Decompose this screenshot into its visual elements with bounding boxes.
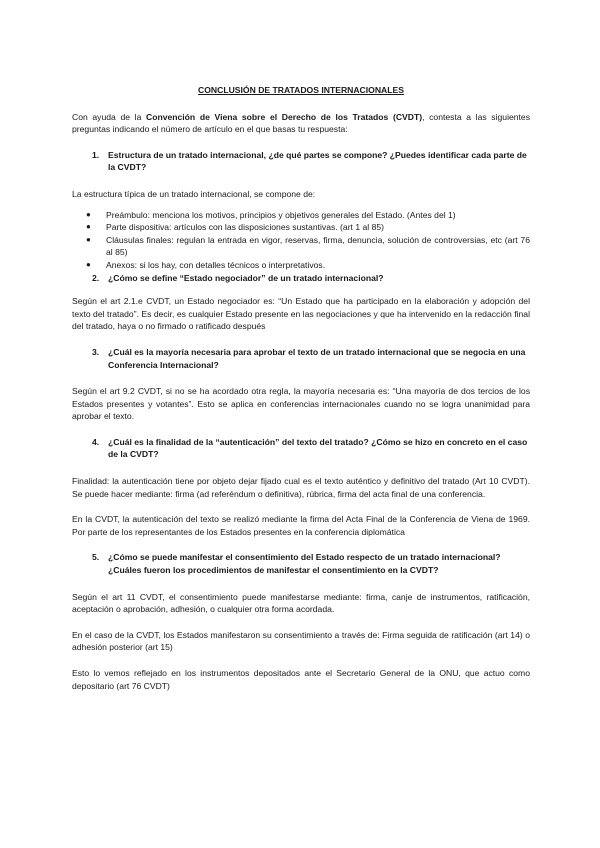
bullet-icon: ●: [86, 209, 91, 219]
question-4: [92, 436, 530, 461]
bullet-icon: ●: [86, 234, 91, 244]
answer-4-finalidad: Finalidad: la autenticación tiene por objeto dejar fijado cual es el texto auténtico y definitivo del tratado (Art 10 CVDT). Se puede hacer mediante: firma (ad referéndum o definitiva), rúbrica, firma del acta final de una conferencia.: [72, 476, 530, 499]
question-5: [92, 551, 530, 576]
question-2-text: ¿Cómo se define “Estado negociador” de un tratado internacional?: [108, 272, 384, 283]
question-5-number: 5.: [92, 552, 100, 563]
question-4-number: 4.: [92, 436, 100, 447]
list-item: ● Cláusulas finales: regulan la entrada en vigor, reservas, firma, denuncia, solución de controversias, etc (art 76 al 85): [86, 234, 530, 258]
bullet-icon: ●: [86, 222, 91, 232]
answer-4-cvdt: En la CVDT, la autenticación del texto se realizó mediante la firma del Acta Final de la Conferencia de Viena de 1969. Por parte de los representantes de los Estados presentes en la conferencia diplomática: [72, 514, 530, 537]
question-2-number: 2.: [92, 272, 100, 283]
question-3-number: 3.: [92, 346, 100, 357]
list-item: ● Anexos: si los hay, con detalles técnicos o interpretativos.: [86, 259, 326, 270]
list-item: ● Parte dispositiva: artículos con las disposiciones sustantivas. (art 1 al 85): [86, 222, 384, 233]
intro-post: , contesta a las siguientes preguntas indicando el número de artículo en el que basas tu respuesta:: [72, 111, 530, 135]
question-1-text: Estructura de un tratado internacional, ¿de qué partes se compone? ¿Puedes identificar cada parte de la CVDT?: [108, 149, 527, 173]
bullet-icon: ●: [86, 259, 91, 269]
document-title: CONCLUSIÓN DE TRATADOS INTERNACIONALES: [198, 85, 404, 95]
question-1-number: 1.: [92, 149, 100, 160]
question-5-text: ¿Cómo se puede manifestar el consentimiento del Estado respecto de un tratado internacional? ¿Cuáles fueron los procedimientos de manifestar el consentimiento en la CVDT?: [108, 552, 501, 576]
question-3: [92, 346, 530, 371]
answer-5-depositario: Esto lo vemos reflejado en los instrumentos depositados ante el Secretario General de la ONU, que actuo como depositario (art 76 CVDT): [72, 668, 530, 691]
answer-3: Según el art 9.2 CVDT, si no se ha acordado otra regla, la mayoría necesaria es: “Una mayoría de dos tercios de los Estados presentes y votantes”. Esto se aplica en conferencias internacionales cuando no se logra unanimidad para aprobar el texto.: [72, 386, 530, 422]
answer-5-cvdt: En el caso de la CVDT, los Estados manifestaron su consentimiento a través de: Firma seguida de ratificación (art 14) o adhesión posterior (art 15): [72, 629, 530, 653]
intro-paragraph: [72, 111, 530, 136]
question-1: [92, 149, 530, 174]
intro-pre: Con ayuda de la: [72, 111, 146, 122]
answer-5-consentimiento: Según el art 11 CVDT, el consentimiento puede manifestarse mediante: firma, canje de instrumentos, ratificación, aceptación o aprobación, adhesión, o cualquier otra forma acordada.: [72, 591, 530, 615]
question-3-text: ¿Cuál es la mayoría necesaria para aprobar el texto de un tratado internacional que se negocia en una Conferencia Internacional?: [108, 346, 526, 370]
intro-bold: Convención de Viena sobre el Derecho de los Tratados (CVDT): [146, 111, 423, 122]
question-2: [92, 272, 530, 285]
answer-1-intro: La estructura típica de un tratado internacional, se compone de:: [72, 188, 316, 199]
structure-list: [72, 209, 530, 272]
answer-2: Según el art 2.1.e CVDT, un Estado negociador es: “Un Estado que ha participado en la elaboración y adopción del texto del tratado”. Es decir, es cualquier Estado presente en las negociaciones y que ha intervenido en la redacción final del tratado, haya o no firmado o ratificado después: [72, 296, 530, 332]
list-item: ● Preámbulo: menciona los motivos, principios y objetivos generales del Estado. (Antes del 1): [86, 209, 456, 220]
question-4-text: ¿Cuál es la finalidad de la “autenticación” del texto del tratado? ¿Cómo se hizo en concreto en el caso de la CVDT?: [108, 436, 528, 460]
